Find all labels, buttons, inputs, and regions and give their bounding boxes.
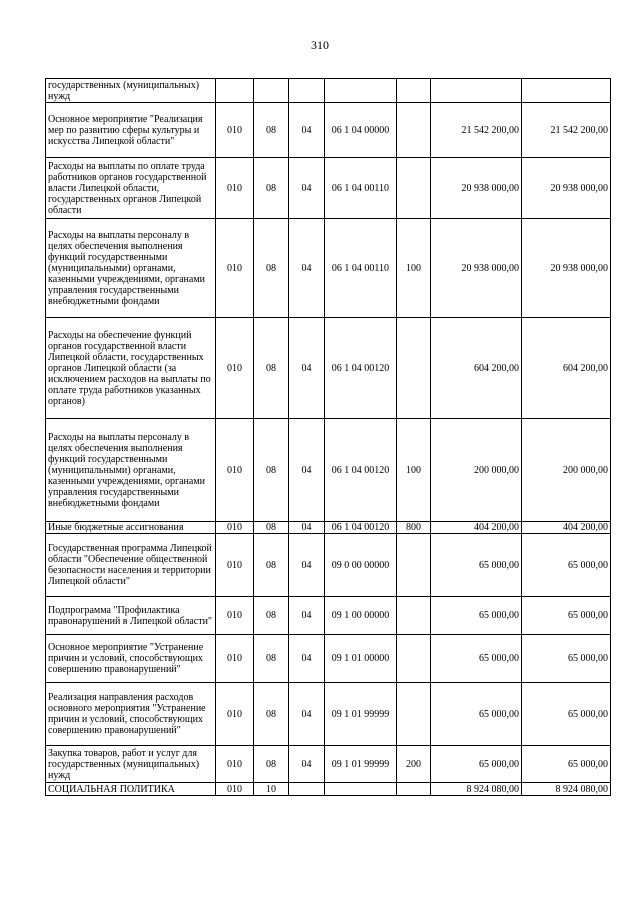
amount-year-2: 200 000,00	[522, 419, 611, 522]
amount-year-1: 65 000,00	[431, 597, 522, 635]
amount-year-1	[431, 79, 522, 103]
row-name: Расходы на выплаты персоналу в целях обеспечения выполнения функций государственными (муниципальными) органами, казенными учреждениями, органами управления государственными внебюджетными фондами	[46, 219, 216, 318]
table-row	[46, 219, 611, 318]
ministry-code: 010	[216, 635, 254, 683]
subsection-code: 04	[289, 683, 325, 746]
target-article: 06 1 04 00000	[325, 103, 397, 158]
amount-year-1: 65 000,00	[431, 635, 522, 683]
table-row	[46, 419, 611, 522]
expense-type	[397, 683, 431, 746]
amount-year-2: 20 938 000,00	[522, 219, 611, 318]
subsection-code	[289, 783, 325, 796]
expense-type: 100	[397, 219, 431, 318]
ministry-code: 010	[216, 534, 254, 597]
subsection-code: 04	[289, 318, 325, 419]
table-row	[46, 534, 611, 597]
section-code: 10	[254, 783, 289, 796]
expense-type	[397, 79, 431, 103]
section-code	[254, 79, 289, 103]
target-article: 09 1 01 99999	[325, 746, 397, 783]
row-name: Подпрограмма "Профилактика правонарушений в Липецкой области"	[46, 597, 216, 635]
amount-year-1: 604 200,00	[431, 318, 522, 419]
target-article: 06 1 04 00110	[325, 158, 397, 219]
target-article: 06 1 04 00120	[325, 318, 397, 419]
ministry-code: 010	[216, 419, 254, 522]
section-code: 08	[254, 683, 289, 746]
subsection-code	[289, 79, 325, 103]
expense-type	[397, 597, 431, 635]
row-name: Реализация направления расходов основного мероприятия "Устранение причин и условий, способствующих совершению правонарушений"	[46, 683, 216, 746]
expense-type	[397, 158, 431, 219]
table-row	[46, 522, 611, 534]
table-row	[46, 103, 611, 158]
section-code: 08	[254, 597, 289, 635]
subsection-code: 04	[289, 158, 325, 219]
target-article: 06 1 04 00110	[325, 219, 397, 318]
section-code: 08	[254, 318, 289, 419]
subsection-code: 04	[289, 522, 325, 534]
table-row	[46, 597, 611, 635]
ministry-code	[216, 79, 254, 103]
subsection-code: 04	[289, 635, 325, 683]
subsection-code: 04	[289, 219, 325, 318]
ministry-code: 010	[216, 597, 254, 635]
amount-year-2: 65 000,00	[522, 683, 611, 746]
amount-year-2: 65 000,00	[522, 597, 611, 635]
target-article: 09 0 00 00000	[325, 534, 397, 597]
row-name: Основное мероприятие "Устранение причин и условий, способствующих совершению правонарушений"	[46, 635, 216, 683]
expense-type	[397, 635, 431, 683]
amount-year-2: 65 000,00	[522, 635, 611, 683]
section-code: 08	[254, 158, 289, 219]
ministry-code: 010	[216, 683, 254, 746]
section-code: 08	[254, 103, 289, 158]
subsection-code: 04	[289, 746, 325, 783]
row-name: Государственная программа Липецкой области "Обеспечение общественной безопасности населения и территории Липецкой области"	[46, 534, 216, 597]
expense-type	[397, 534, 431, 597]
expense-type	[397, 783, 431, 796]
row-name: Закупка товаров, работ и услуг для государственных (муниципальных) нужд	[46, 746, 216, 783]
expense-type: 200	[397, 746, 431, 783]
amount-year-2: 604 200,00	[522, 318, 611, 419]
ministry-code: 010	[216, 522, 254, 534]
table-row	[46, 158, 611, 219]
amount-year-2: 65 000,00	[522, 534, 611, 597]
amount-year-1: 200 000,00	[431, 419, 522, 522]
ministry-code: 010	[216, 158, 254, 219]
section-code: 08	[254, 746, 289, 783]
subsection-code: 04	[289, 103, 325, 158]
table-row	[46, 683, 611, 746]
table-row	[46, 635, 611, 683]
section-code: 08	[254, 635, 289, 683]
amount-year-1: 20 938 000,00	[431, 158, 522, 219]
amount-year-1: 21 542 200,00	[431, 103, 522, 158]
table-row	[46, 79, 611, 103]
row-name: Расходы на выплаты по оплате труда работников органов государственной власти Липецкой области, государственных органов Липецкой области	[46, 158, 216, 219]
row-name: Расходы на обеспечение функций органов государственной власти Липецкой области, государственных органов Липецкой области (за исключением расходов на выплаты по оплате труда работников указанных органов)	[46, 318, 216, 419]
amount-year-2: 20 938 000,00	[522, 158, 611, 219]
table-row	[46, 318, 611, 419]
amount-year-1: 20 938 000,00	[431, 219, 522, 318]
row-name: государственных (муниципальных) нужд	[46, 79, 216, 103]
amount-year-1: 8 924 080,00	[431, 783, 522, 796]
amount-year-2: 21 542 200,00	[522, 103, 611, 158]
section-code: 08	[254, 522, 289, 534]
amount-year-2: 404 200,00	[522, 522, 611, 534]
amount-year-1: 65 000,00	[431, 746, 522, 783]
amount-year-2: 65 000,00	[522, 746, 611, 783]
section-code: 08	[254, 419, 289, 522]
target-article: 09 1 01 00000	[325, 635, 397, 683]
target-article: 06 1 04 00120	[325, 419, 397, 522]
section-code: 08	[254, 534, 289, 597]
ministry-code: 010	[216, 783, 254, 796]
target-article: 09 1 00 00000	[325, 597, 397, 635]
target-article	[325, 783, 397, 796]
subsection-code: 04	[289, 534, 325, 597]
ministry-code: 010	[216, 103, 254, 158]
page-number: 310	[311, 38, 329, 52]
target-article	[325, 79, 397, 103]
row-name: Основное мероприятие "Реализация мер по развитию сферы культуры и искусства Липецкой области"	[46, 103, 216, 158]
subsection-code: 04	[289, 597, 325, 635]
amount-year-2	[522, 79, 611, 103]
subsection-code: 04	[289, 419, 325, 522]
row-name: Расходы на выплаты персоналу в целях обеспечения выполнения функций государственными (муниципальными) органами, казенными учреждениями, органами управления государственными внебюджетными фондами	[46, 419, 216, 522]
amount-year-1: 404 200,00	[431, 522, 522, 534]
amount-year-2: 8 924 080,00	[522, 783, 611, 796]
target-article: 06 1 04 00120	[325, 522, 397, 534]
amount-year-1: 65 000,00	[431, 534, 522, 597]
amount-year-1: 65 000,00	[431, 683, 522, 746]
target-article: 09 1 01 99999	[325, 683, 397, 746]
ministry-code: 010	[216, 318, 254, 419]
section-code: 08	[254, 219, 289, 318]
table-row	[46, 783, 611, 796]
expense-type: 100	[397, 419, 431, 522]
ministry-code: 010	[216, 746, 254, 783]
budget-table	[45, 78, 611, 796]
expense-type	[397, 318, 431, 419]
expense-type: 800	[397, 522, 431, 534]
table-row	[46, 746, 611, 783]
row-name: Иные бюджетные ассигнования	[46, 522, 216, 534]
row-name: СОЦИАЛЬНАЯ ПОЛИТИКА	[46, 783, 216, 796]
expense-type	[397, 103, 431, 158]
ministry-code: 010	[216, 219, 254, 318]
